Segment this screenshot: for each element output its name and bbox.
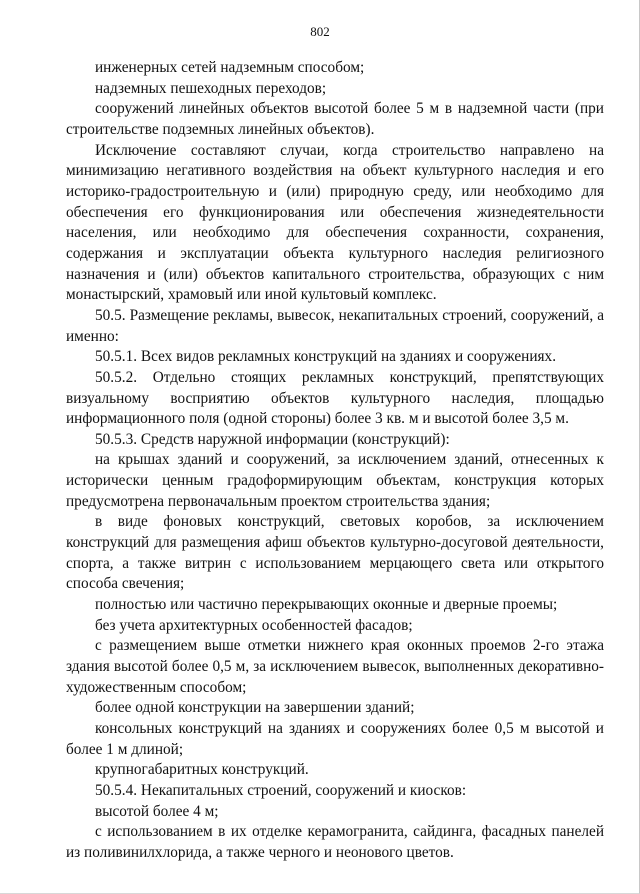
page-number: 802 bbox=[310, 24, 330, 39]
paragraph-background-constructions: в виде фоновых конструкций, световых коробов, за исключением конструкций для размещения афиш объектов культурно-досуговой деятельности, спорта, а также витрин с использованием мерцающего света или открытого способа свечения; bbox=[66, 513, 604, 593]
paragraph-50-5-3: 50.5.3. Средств наружной информации (конструкций): bbox=[95, 430, 450, 448]
paragraph-height-limit: высотой более 4 м; bbox=[95, 802, 219, 820]
paragraph-facade-features: без учета архитектурных особенностей фасадов; bbox=[95, 616, 413, 634]
paragraph-roofs: на крышах зданий и сооружений, за исключением зданий, отнесенных к исторически ценным градоформирующим объектам, конструкция которых предусмотрена первоначальным проектом строительства здания; bbox=[66, 451, 604, 510]
paragraph-second-floor-mark: с размещением выше отметки нижнего края оконных проемов 2-го этажа здания высотой более 0,5 м, за исключением вывесок, выполненных декоративно-художественным способом; bbox=[66, 637, 604, 696]
paragraph-engineering-networks: инженерных сетей надземным способом; bbox=[95, 59, 365, 76]
paragraph-console-constructions: консольных конструкций на зданиях и сооружениях более 0,5 м высотой и более 1 м длиной; bbox=[66, 720, 604, 758]
paragraph-single-construction: более одной конструкции на завершении зданий; bbox=[95, 699, 415, 717]
paragraph-finishing-materials: с использованием в их отделке керамогранита, сайдинга, фасадных панелей из поливинилхлорида, а также черного и неонового цветов. bbox=[66, 823, 604, 861]
paragraph-exception: Исключение составляют случаи, когда строительство направлено на минимизацию негативного воздействия на объект культурного наследия и его историко-градостроительную и (или) природную среду, или необходимо для обеспечения его функционирования или обеспечения жизнедеятельности населения, или необходимо для обеспечения сохранности, сохранения, содержания и эксплуатации объекта культурного наследия религиозного назначения и (или) объектов капитального строительства, образующих с ним монастырский, храмовый или иной культовый комплекс. bbox=[66, 141, 604, 304]
paragraph-window-openings: полностью или частично перекрывающих оконные и дверные проемы; bbox=[95, 596, 558, 614]
paragraph-50-5: 50.5. Размещение рекламы, вывесок, некапитальных строений, сооружений, а именно: bbox=[66, 306, 604, 345]
paragraph-50-5-2: 50.5.2. Отдельно стоящих рекламных конструкций, препятствующих визуальному восприятию объектов культурного наследия, площадью информационного поля (одной стороны) более 3 кв. м и высотой более 3,5 м. bbox=[66, 368, 604, 428]
paragraph-50-5-4: 50.5.4. Некапитальных строений, сооружений и киосков: bbox=[95, 781, 467, 799]
paragraph-large-constructions: крупногабаритных конструкций. bbox=[95, 761, 309, 779]
paragraph-50-5-1: 50.5.1. Всех видов рекламных конструкций на зданиях и сооружениях. bbox=[95, 348, 557, 366]
paragraph-pedestrian-crossings: надземных пешеходных переходов; bbox=[95, 79, 327, 97]
paragraph-linear-objects: сооружений линейных объектов высотой более 5 м в надземной части (при строительстве подземных линейных объектов). bbox=[66, 100, 604, 138]
document-body bbox=[66, 58, 604, 864]
